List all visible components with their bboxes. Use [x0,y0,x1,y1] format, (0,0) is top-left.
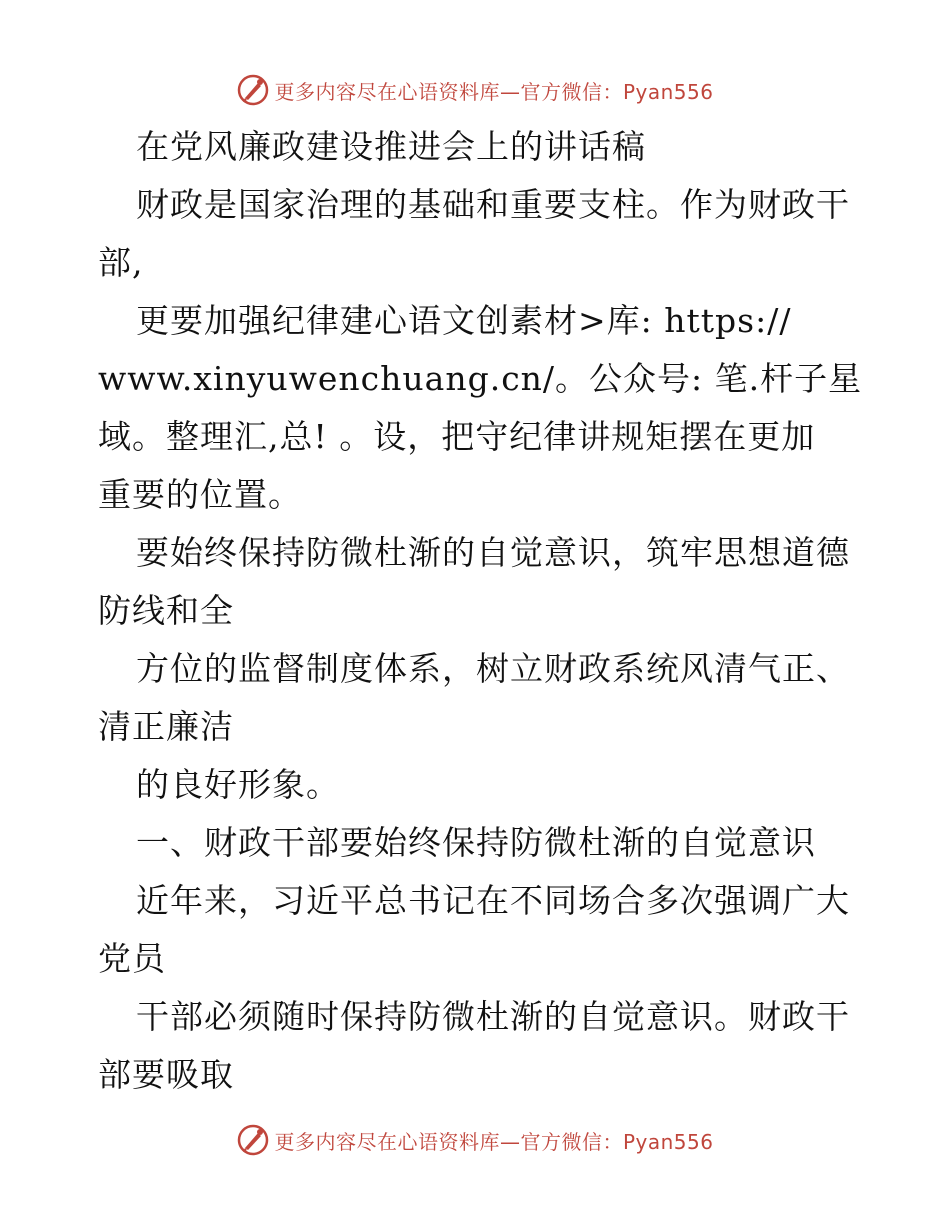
paragraph-line: 要始终保持防微杜渐的自觉意识，筑牢思想道德 [136,533,850,572]
paragraph-line: 部要吸取 [98,1055,234,1094]
paragraph-line: 方位的监督制度体系，树立财政系统风清气正、 [136,649,850,688]
paragraph-line: 财政是国家治理的基础和重要支柱。作为财政干 [136,185,850,224]
header-banner-text: 更多内容尽在心语资料库—官方微信：Pyan556 [274,79,714,104]
document-body [98,118,863,1104]
pen-logo-icon [236,73,270,107]
document-title: 在党风廉政建设推进会上的讲话稿 [136,127,646,166]
paragraph-line: 清正廉洁 [98,707,234,746]
paragraph-line: 重要的位置。 [98,475,302,514]
paragraph-line: 更要加强纪律建心语文创素材>库: https:// [136,301,792,340]
paragraph-line: 防线和全 [98,591,234,630]
paragraph-line: 域。整理汇,总! 。设，把守纪律讲规矩摆在更加 [98,417,816,456]
header-banner [0,68,950,112]
paragraph-line: 干部必须随时保持防微杜渐的自觉意识。财政干 [136,997,850,1036]
paragraph-line: 党员 [98,939,166,978]
footer-banner [0,1118,950,1162]
paragraph-line: www.xinyuwenchuang.cn/。公众号: 笔.杆子星 [98,359,863,398]
section-heading: 一、财政干部要始终保持防微杜渐的自觉意识 [136,823,816,862]
footer-banner-text: 更多内容尽在心语资料库—官方微信：Pyan556 [274,1129,714,1154]
pen-logo-icon [236,1123,270,1157]
paragraph-line: 部, [98,243,144,282]
paragraph-line: 的良好形象。 [136,765,340,804]
paragraph-line: 近年来，习近平总书记在不同场合多次强调广大 [136,881,850,920]
